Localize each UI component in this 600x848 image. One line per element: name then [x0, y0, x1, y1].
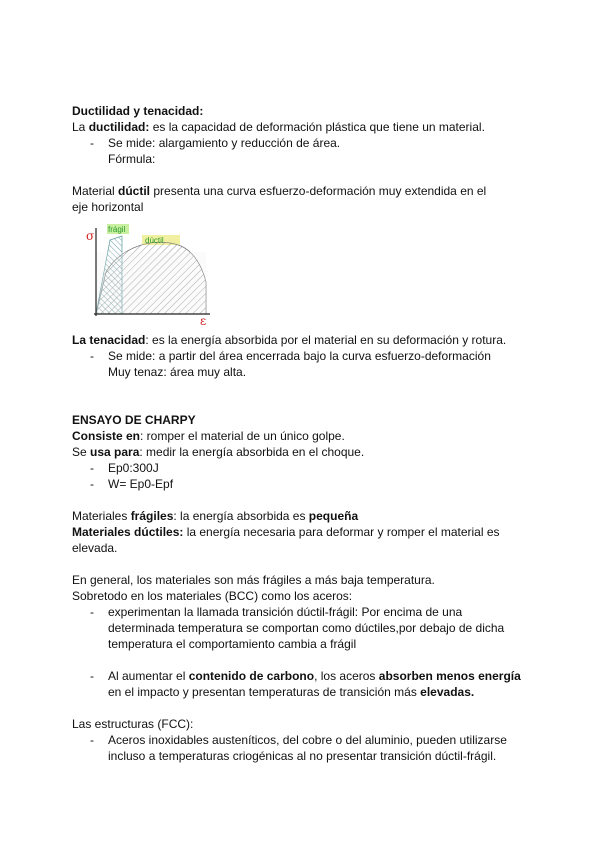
charpy-item: Ep0:300J [108, 461, 159, 475]
temperature-line-2: Sobretodo en los materiales (BCC) como los aceros: [72, 589, 353, 603]
temperature-line-1: En general, los materiales son más frágiles a más baja temperatura. [72, 573, 435, 587]
bullet-dash: - [90, 605, 94, 619]
toughness-term: La tenacidad [72, 333, 146, 347]
transition-item-line-3: temperatura el comportamiento cambia a frágil [108, 637, 357, 651]
carbon-term: contenido de carbono [188, 669, 315, 683]
ductile-text: presenta una curva esfuerzo-deformación muy extendida en el [150, 184, 487, 198]
fragile-value: pequeña [308, 509, 359, 523]
charpy-use-prefix: Se [72, 445, 91, 459]
bullet-dash: - [90, 461, 94, 475]
charpy-consist-term: Consiste en [72, 429, 141, 443]
ductility-formula: Fórmula: [108, 152, 156, 166]
bullet-dash: - [90, 669, 94, 683]
ductile-prefix: Material [72, 184, 119, 198]
charpy-heading: ENSAYO DE CHARPY [72, 413, 196, 427]
ductile-curve-shade [96, 252, 206, 314]
fragile-text: : la energía absorbida es [173, 509, 309, 523]
transition-item-line-1: experimentan la llamada transición dúctil-frágil: Por encima de una [108, 605, 463, 619]
ductility-definition [72, 120, 485, 135]
charpy-use [72, 445, 364, 460]
bullet-dash: - [90, 477, 94, 491]
charpy-use-text: : medir la energía absorbida en el choque. [139, 445, 365, 459]
ductile-materials-line [72, 525, 500, 540]
charpy-consist [72, 429, 345, 444]
series-label-fragile: frágil [108, 225, 126, 234]
ductile-material-line [72, 184, 486, 199]
bullet-dash: - [90, 733, 94, 747]
bullet-dash: - [90, 349, 94, 363]
ductile-materials-line-2: elevada. [72, 541, 118, 555]
absorb-term: absorben menos energía [378, 669, 521, 683]
toughness-measure: Se mide: a partir del área encerrada bajo la curva esfuerzo-deformación [108, 349, 491, 363]
fcc-item-line-2: incluso a temperaturas criogénicas al no presentar transición dúctil-frágil. [108, 749, 497, 763]
ductile-term: dúctil [118, 184, 151, 198]
fragile-prefix: Materiales [72, 509, 131, 523]
charpy-use-term: usa para [90, 445, 140, 459]
charpy-consist-text: : romper el material de un único golpe. [140, 429, 345, 443]
transition-item-line-2: determinada temperatura se comportan como dúctiles,por debajo de dicha [108, 621, 505, 635]
x-axis-label: ε [200, 314, 207, 326]
carbon-item-line-1 [108, 669, 521, 684]
ductile-materials-text: la energía necesaria para deformar y romper el material es [183, 525, 500, 539]
toughness-definition [72, 333, 506, 348]
carbon-text-a: Al aumentar el [108, 669, 189, 683]
carbon-text-l2: en el impacto y presentan temperaturas de transición más [108, 685, 421, 699]
ductility-def-text: es la capacidad de deformación plástica que tiene un material. [149, 120, 485, 134]
elevated-term: elevadas. [420, 685, 475, 699]
toughness-measure-2: Muy tenaz: área muy alta. [108, 365, 247, 379]
charpy-item: W= Ep0-Epf [108, 477, 174, 491]
toughness-def-text: : es la energía absorbida por el material en su deformación y rotura. [145, 333, 507, 347]
ductility-heading: Ductilidad y tenacidad: [72, 104, 204, 118]
stress-strain-chart [86, 222, 216, 326]
fragile-materials-line [72, 509, 358, 524]
ductile-materials-term: Materiales dúctiles: [72, 525, 184, 539]
fragile-term: frágiles [130, 509, 174, 523]
fcc-line: Las estructuras (FCC): [72, 717, 194, 731]
bullet-dash: - [90, 136, 94, 150]
carbon-text-c: , los aceros [314, 669, 379, 683]
series-label-ductile: dúctil [145, 236, 164, 245]
fcc-item-line-1: Aceros inoxidables austeníticos, del cobre o del aluminio, pueden utilizarse [108, 733, 507, 747]
ductility-measure: Se mide: alargamiento y reducción de área. [108, 136, 341, 150]
y-axis-label: σ [86, 229, 95, 243]
ductile-material-line-2: eje horizontal [72, 200, 144, 214]
ductility-def-prefix: La [72, 120, 89, 134]
carbon-item-line-2 [108, 685, 474, 700]
ductility-term: ductilidad: [88, 120, 150, 134]
